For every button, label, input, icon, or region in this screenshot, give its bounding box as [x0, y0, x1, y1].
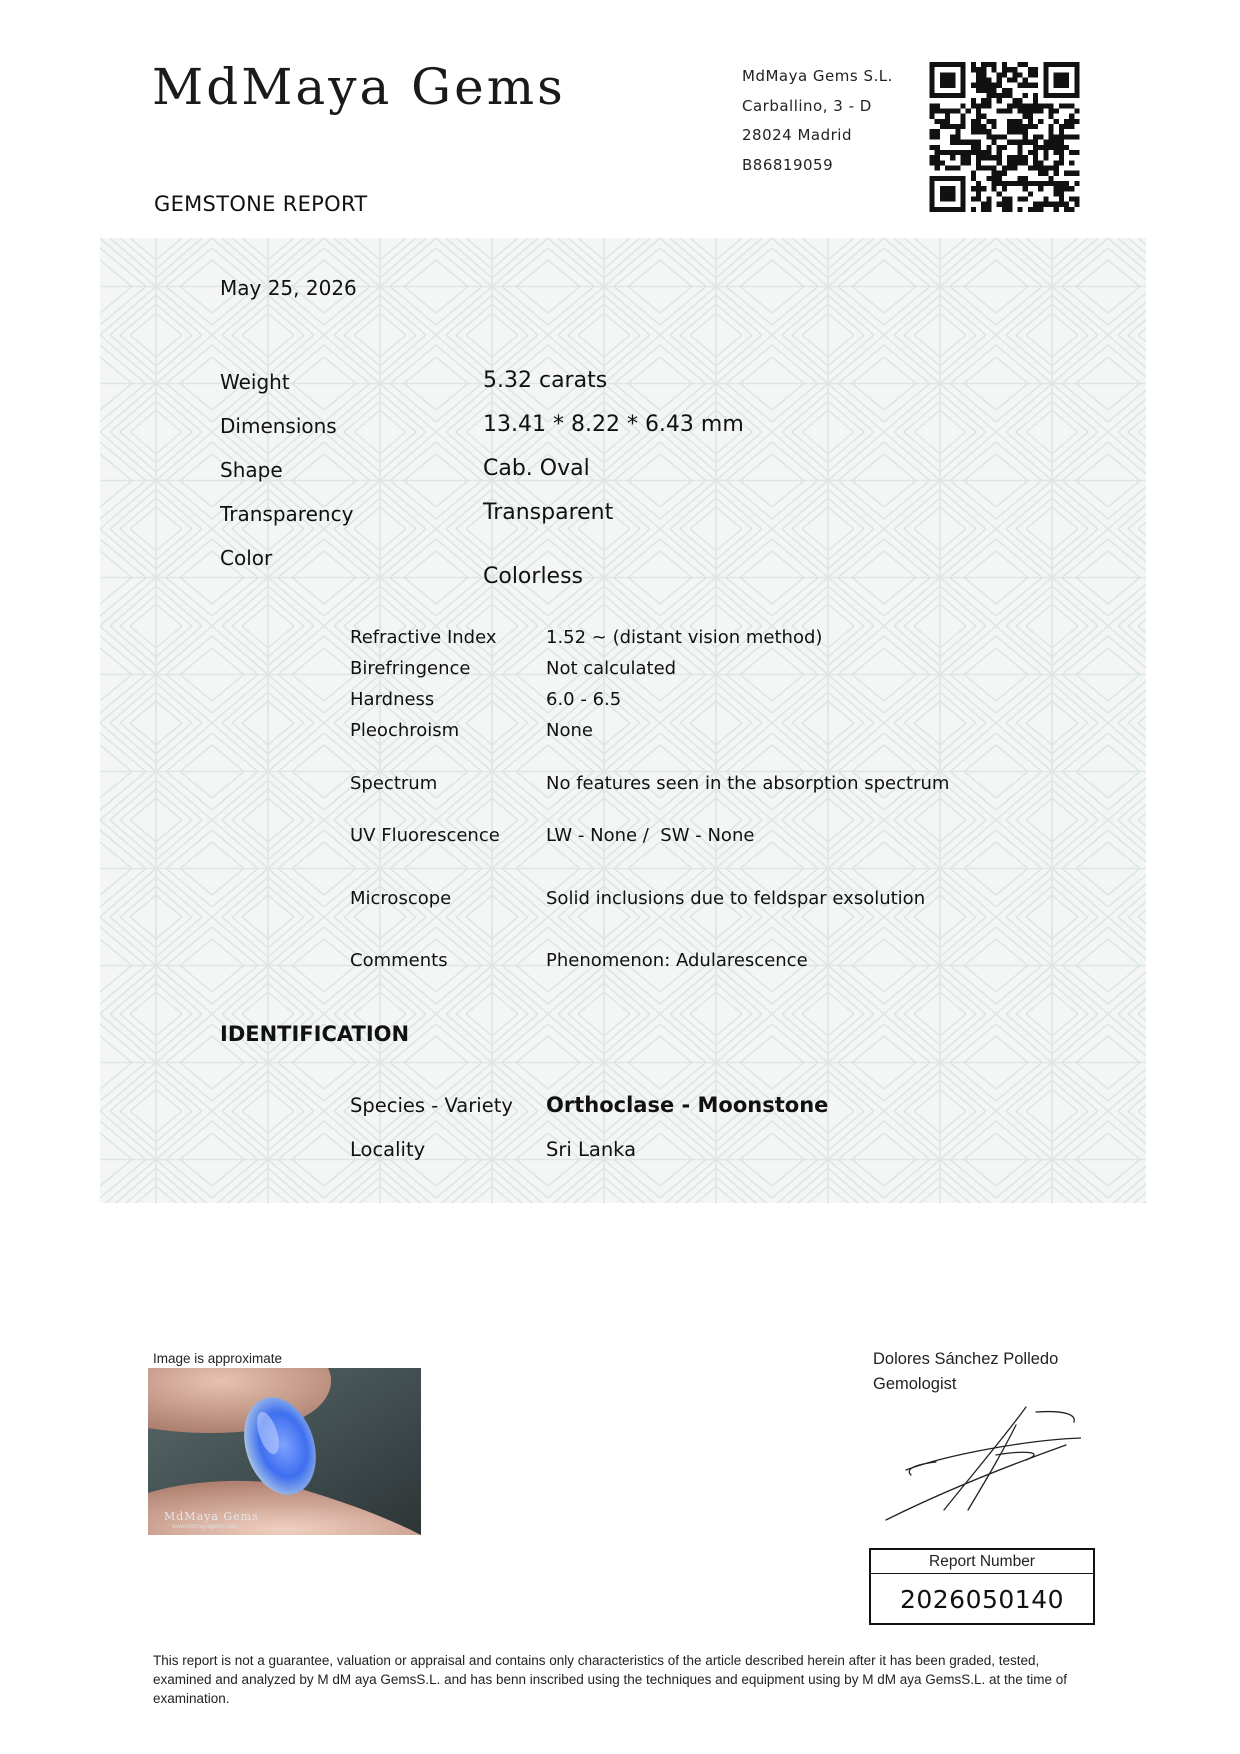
gemstone-photo [148, 1368, 421, 1535]
color-label: Color [220, 546, 273, 570]
pleochroism-value: None [546, 720, 593, 741]
signature-image [876, 1400, 1081, 1522]
pleochroism-label: Pleochroism [350, 720, 460, 741]
hardness-label: Hardness [350, 689, 435, 710]
transparency-label: Transparency [220, 502, 354, 526]
qr-code-icon[interactable] [928, 62, 1081, 212]
comments-label: Comments [350, 950, 448, 971]
dimensions-label: Dimensions [220, 414, 337, 438]
comments-value: Phenomenon: Adularescence [546, 950, 808, 971]
hardness-value: 6.0 - 6.5 [546, 689, 622, 710]
company-name: MdMaya Gems S.L. [742, 67, 893, 85]
color-value: Colorless [483, 564, 584, 589]
species-value: Orthoclase - Moonstone [546, 1093, 829, 1117]
image-caption: Image is approximate [153, 1351, 283, 1366]
shape-label: Shape [220, 458, 283, 482]
report-number-box [869, 1548, 1095, 1625]
species-label: Species - Variety [350, 1094, 513, 1117]
locality-value: Sri Lanka [546, 1138, 637, 1161]
company-tax-id: B86819059 [742, 155, 834, 174]
locality-label: Locality [350, 1138, 426, 1161]
spectrum-label: Spectrum [350, 773, 438, 794]
identification-heading: IDENTIFICATION [220, 1022, 410, 1046]
report-number-value: 2026050140 [899, 1585, 1065, 1614]
company-info [742, 62, 893, 180]
report-number-label: Report Number [871, 1550, 1093, 1574]
image-watermark: MdMaya Gems [164, 1510, 259, 1523]
gemologist-title: Gemologist [873, 1375, 957, 1393]
transparency-value: Transparent [483, 500, 614, 525]
gemologist-name: Dolores Sánchez Polledo [873, 1350, 1059, 1368]
weight-value: 5.32 carats [483, 368, 608, 393]
microscope-label: Microscope [350, 888, 452, 909]
refractive-index-label: Refractive Index [350, 627, 497, 648]
company-address-line1: Carballino, 3 - D [742, 96, 872, 115]
gemologist-block [873, 1347, 1058, 1397]
birefringence-label: Birefringence [350, 658, 471, 679]
image-watermark-url: www.mdmayagems.com [172, 1524, 238, 1530]
microscope-value: Solid inclusions due to feldspar exsolution [546, 888, 926, 909]
refractive-index-value: 1.52 ~ (distant vision method) [546, 627, 823, 648]
company-address-line2: 28024 Madrid [742, 126, 852, 144]
shape-value: Cab. Oval [483, 456, 590, 481]
report-title: GEMSTONE REPORT [154, 192, 368, 216]
dimensions-value: 13.41 * 8.22 * 6.43 mm [483, 412, 744, 437]
birefringence-value: Not calculated [546, 658, 677, 679]
uv-fluorescence-value: LW - None / SW - None [546, 825, 755, 846]
weight-label: Weight [220, 370, 290, 394]
spectrum-value: No features seen in the absorption spectrum [546, 773, 950, 794]
report-date: May 25, 2026 [220, 276, 357, 300]
disclaimer-text: This report is not a guarantee, valuation or appraisal and contains only characteristics of the article described herein after it has been graded, tested, examined and analyzed by M dM aya GemsS.L. and has benn inscribed using the techniques and equipment using by M dM aya GemsS.L. at the time of examination. [153, 1653, 1068, 1706]
company-logo: MdMaya Gems [152, 58, 566, 116]
uv-fluorescence-label: UV Fluorescence [350, 825, 500, 846]
